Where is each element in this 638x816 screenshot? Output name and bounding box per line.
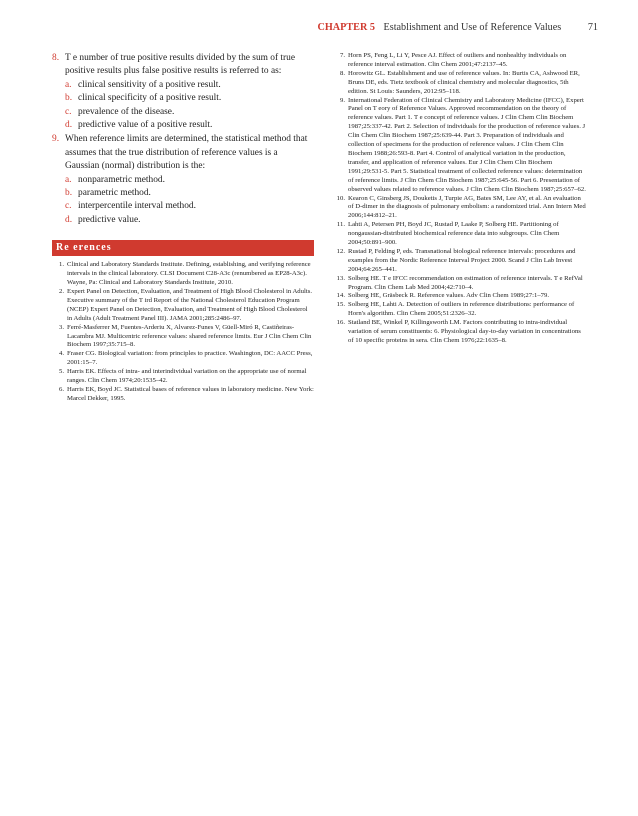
reference-item [330, 70, 588, 97]
running-head [318, 22, 599, 33]
reference-number: 7. [339, 52, 345, 59]
option-letter: b. [65, 93, 73, 104]
reference-item [330, 52, 588, 70]
reference-text: Harris EK. Effects of intra- and interindividual variation on the appropriate use of normal ranges. Clin Chem 1974;20:1535–42. [67, 368, 307, 385]
reference-text: Fraser CG. Biological variation: from principles to practice. Washington, DC: AACC Press, 2001:15–7. [67, 350, 313, 367]
option-letter: a. [65, 174, 72, 185]
answer-option [65, 92, 314, 105]
reference-text: Horn PS, Feng L, Li Y, Pesce AJ. Effect of outliers and nonhealthy individuals on reference interval estimation. Clin Chem 2001;47:2137–45. [348, 52, 567, 68]
reference-text: Horowitz GL. Establishment and use of reference values. In: Burtis CA, Ashwood ER, Bruns DE, eds. Tietz textbook of clinical chemistry and molecular diagnostics, 5th edition. St Louis: Saunders, 2012:95–118. [348, 69, 580, 95]
reference-text: Clinical and Laboratory Standards Institute. Defining, establishing, and verifying reference intervals in the clinical laboratory. CLSI Document C28-A3c (renumbered as EP28-A3c). Wayne, Pa: Clinical and Laboratory Standards Institute, 2010. [67, 261, 311, 287]
option-text: clinical specificity of a positive result. [78, 93, 222, 104]
option-text: parametric method. [78, 188, 151, 199]
reference-number: 14. [336, 292, 345, 300]
option-letter: a. [65, 79, 72, 90]
reference-number: 6. [58, 385, 64, 393]
reference-number: 5. [58, 368, 64, 376]
option-text: nonparametric method. [78, 174, 165, 185]
reference-item [330, 292, 588, 301]
reference-item [52, 368, 314, 386]
reference-number: 3. [58, 323, 64, 331]
reference-item [52, 386, 314, 404]
option-text: predictive value. [78, 214, 141, 225]
right-column [330, 52, 588, 346]
reference-item [52, 324, 314, 351]
reference-number: 2. [58, 288, 64, 295]
chapter-title: Establishment and Use of Reference Values [383, 22, 562, 33]
reference-number: 10. [336, 194, 345, 202]
answer-option [65, 187, 314, 200]
reference-text: Lahti A, Petersen PH, Boyd JC, Rustad P, Laake P, Solberg HE. Partitioning of nongaussian-distributed biochemical reference data into subgroups. Clin Chem 2004;50:891–900. [348, 221, 560, 247]
reference-number: 15. [336, 301, 345, 309]
reference-number: 8. [339, 69, 345, 77]
reference-item [330, 248, 588, 275]
answer-option [65, 214, 314, 227]
reference-item [330, 195, 588, 222]
reference-item [52, 288, 314, 324]
reference-item [330, 275, 588, 293]
option-letter: c. [65, 201, 72, 212]
reference-text: Rustad P, Felding P, eds. Transnational biological reference intervals: procedures and examples from the Nordic Reference Interval Project 2000. Scand J Clin Lab Invest 2004;64:265–441. [348, 247, 576, 273]
option-letter: b. [65, 188, 73, 199]
reference-item [52, 350, 314, 368]
reference-item [330, 221, 588, 248]
reference-number: 1. [58, 261, 64, 269]
reference-item [330, 319, 588, 346]
question-number: 8. [52, 53, 60, 63]
reference-text: Solberg HE, Gräsbeck R. Reference values. Adv Clin Chem 1989;27:1–79. [348, 292, 550, 300]
reference-text: Expert Panel on Detection, Evaluation, and Treatment of High Blood Cholesterol in Adults. Executive summary of the T ird Report of the National Cholesterol Education Program (NCEP) Expert Panel on Detection, Evaluation, and Treatment of High Blood Cholesterol in Adults (Adult Treatment Panel III). JAMA 2001;285:2486–97. [67, 288, 312, 322]
question-8 [52, 52, 314, 132]
question-text: When reference limits are determined, the statistical method that assumes that the true distribution of reference values is a Gaussian (normal) distribution is the: [65, 134, 308, 172]
option-letter: d. [65, 120, 73, 131]
question-number: 9. [52, 134, 60, 145]
question-text: T e number of true positive results divided by the sum of true positive results plus false positive results is referred to as: [65, 53, 295, 77]
reference-number: 12. [336, 247, 345, 255]
question-9 [52, 133, 314, 227]
reference-number: 9. [339, 96, 345, 104]
reference-text: Ferré-Masferrer M, Fuentes-Arderiu X, Alvarez-Funes V, Güell-Miró R, Castiñeiras-Lacambra MJ. Multicentric reference values: shared reference limits. Eur J Clin Chem Clin Biochem 1997;35:715–8. [67, 323, 312, 349]
reference-text: Solberg HE. T e IFCC recommendation on estimation of reference intervals. T e RefVal Program. Clin Chem Lab Med 2004;42:710–4. [348, 274, 583, 291]
answer-option [65, 174, 314, 187]
reference-number: 13. [336, 274, 345, 282]
reference-number: 16. [336, 319, 345, 327]
reference-text: Statland BE, Winkel P, Killingsworth LM. Factors contributing to intra-individual variation of serum constituents: 6. Physiological day-to-day variation in concentrations of 10 specific proteins in sera. Clin Chem 1976;22:1635–8. [348, 319, 581, 344]
reference-number: 11. [336, 221, 345, 229]
option-text: prevalence of the disease. [78, 106, 175, 117]
answer-option [65, 119, 314, 132]
page-number: 71 [587, 22, 598, 33]
option-text: interpercentile interval method. [78, 201, 196, 212]
answer-option [65, 200, 314, 213]
reference-text: Harris EK, Boyd JC. Statistical bases of reference values in laboratory medicine. New York: Marcel Dekker, 1995. [67, 385, 314, 402]
option-text: predictive value of a positive result. [78, 120, 213, 131]
chapter-label: CHAPTER 5 [317, 22, 375, 33]
answer-option [65, 106, 314, 119]
reference-number: 4. [58, 350, 64, 358]
reference-list-left [52, 261, 314, 404]
reference-text: Kearon C, Ginsberg JS, Douketis J, Turpie AG, Bates SM, Lee AY, et al. An evaluation of D-dimer in the diagnosis of pulmonary embolism: a randomized trial. Ann Intern Med 2006;144:812–21. [348, 194, 586, 220]
left-column [52, 52, 314, 404]
option-letter: c. [65, 106, 72, 117]
reference-text: Solberg HE, Lahti A. Detection of outliers in reference distributions: performance of Horn's algorithm. Clin Chem 2005;51:2326–32. [348, 301, 575, 318]
references-heading: Re erences [52, 240, 314, 256]
answer-option [65, 79, 314, 92]
reference-text: International Federation of Clinical Chemistry and Laboratory Medicine (IFCC), Expert Panel on T eory of Reference Values. Approved recommendation on the theory of reference values. Part 1. T e concept of reference values. J Clin Chem Clin Biochem 1987;25:337-42. Part 2. Selection of individuals for the production of reference values. J Clin Chem Clin Biochem 1987;25:639-44. Part 3. Preparation of individuals and collection of specimens for the production of reference values. J Clin Chem Clin Biochem 1988;26:593-8. Part 4. Control of analytical variation in the production, transfer, and application of reference values. Eur J Clin Chem Clin Biochem 1991;29:531-5. Part 5. Statistical treatment of collected reference values: determination of reference limits. J Clin Chem Clin Biochem 1987;25:645-56. Part 6. Presentation of observed values related to reference values. J Clin Chem Clin Biochem 1987;25:657–62. [348, 96, 586, 193]
reference-item [330, 97, 588, 195]
option-text: clinical sensitivity of a positive result. [78, 79, 221, 90]
option-letter: d. [65, 214, 73, 225]
reference-item [330, 301, 588, 319]
reference-item [52, 261, 314, 288]
